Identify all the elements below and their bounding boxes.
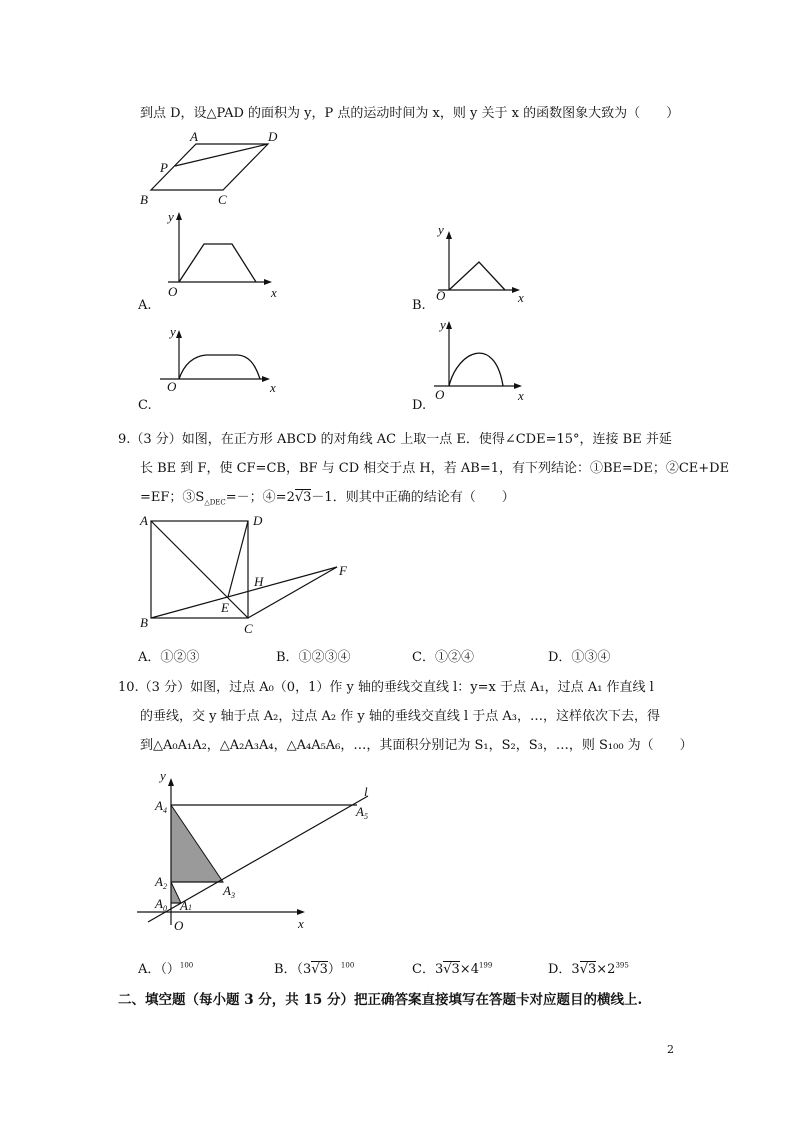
q10-option-d[interactable]: D．$3√3\times 2^{395}$ xyxy=(548,961,629,977)
q9-label-A: A xyxy=(140,513,148,528)
q8-stem: 到点 D，设△PAD 的面积为 y，P 点的运动时间为 x，则 y 关于 x 的函数图象大致为（ ） xyxy=(140,106,680,121)
q10-option-a[interactable]: A．（）$^{100}$ xyxy=(138,961,194,977)
section-2-heading: 二、填空题（每小题 3 分，共 15 分）把正确答案直接填写在答题卡对应题目的横线上. xyxy=(118,992,643,1008)
q9-label-B: B xyxy=(140,615,148,630)
q10-label-A1: A xyxy=(180,898,188,913)
q9-label-C: C xyxy=(244,621,253,636)
q8-gd-o: O xyxy=(435,387,445,402)
svg-text:A2: $A_2$ xyxy=(155,874,167,891)
q8-label-B: B xyxy=(140,192,148,207)
q10-label-A4: A xyxy=(155,798,163,813)
q9-option-a[interactable]: A．①②③ xyxy=(138,650,200,665)
q10-stem-line3: 到△A₀A₁A₂，△A₂A₃A₄，△A₄A₅A₆，…，其面积分别记为 S₁，S₂，S₃，…，则 S₁₀₀ 为（ ） xyxy=(140,738,693,753)
q8-gb-y: y xyxy=(438,222,444,237)
q10-label-A3: A xyxy=(223,883,231,898)
q8-ga-y: y xyxy=(168,209,174,224)
q10-label-A5: A xyxy=(356,804,364,819)
q8-gc-y: y xyxy=(170,324,176,339)
q8-gc-x: x xyxy=(270,380,276,395)
q8-ga-o: O xyxy=(168,284,178,299)
svg-text:A5: $A_5$ xyxy=(356,804,368,821)
q10-option-c[interactable]: C．$3√3\times 4^{199}$ xyxy=(412,961,493,977)
q10-stem-line2: 的垂线，交 y 轴于点 A₂，过点 A₂ 作 y 轴的垂线交直线 l 于点 A₃，…，这样依次下去，得 xyxy=(140,709,660,724)
svg-text:A1: A1 xyxy=(180,898,192,913)
q9-stem-line2: 长 BE 到 F，使 CF=CB，BF 与 CD 相交于点 H，若 AB=1，有下列结论：①BE=DE；②CE+DE xyxy=(140,461,730,476)
q10-stem-line1: 10.（3 分）如图，过点 A₀（0，1）作 y 轴的垂线交直线 l：y=x 于点 A₁，过点 A₁ 作直线 l xyxy=(118,680,654,695)
q9-label-H: H xyxy=(254,574,264,589)
q8-option-d[interactable]: D. xyxy=(412,398,427,413)
q9-label-E: E xyxy=(221,600,229,615)
q8-gd-y: y xyxy=(440,317,446,332)
q8-option-b[interactable]: B. xyxy=(412,298,426,313)
svg-text:A4: $A_4$ xyxy=(155,798,167,815)
q10-label-l: l xyxy=(364,784,368,799)
q8-option-c[interactable]: C. xyxy=(138,398,152,413)
q8-gd-x: x xyxy=(518,388,524,403)
q10-label-A0: A xyxy=(155,896,163,911)
q10-label-x: x xyxy=(298,916,304,931)
svg-text:A3: $A_3$ xyxy=(223,883,235,900)
q8-label-A: A xyxy=(190,129,198,144)
q8-label-D: D xyxy=(268,129,278,144)
q10-label-O: O xyxy=(174,918,184,933)
q9-stem-line3: =EF；$③S_{\triangle DEC}=-$；④=2√3－1．则其中正确的结论有（ ） xyxy=(140,490,515,507)
q8-gc-o: O xyxy=(167,379,177,394)
q8-label-C: C xyxy=(218,192,227,207)
q9-option-d[interactable]: D．①③④ xyxy=(548,650,611,665)
q9-label-F: F xyxy=(339,563,347,578)
page-number: 2 xyxy=(667,1043,674,1056)
q8-option-a[interactable]: A. xyxy=(138,298,152,313)
q8-ga-x: x xyxy=(271,285,277,300)
svg-text:A0: $A_0$ xyxy=(155,896,167,913)
q10-label-y: y xyxy=(160,768,166,783)
q9-option-c[interactable]: C．①②④ xyxy=(412,650,474,665)
q10-option-b[interactable]: B．$(3√3)^{100}$ xyxy=(274,961,355,977)
q9-label-D: D xyxy=(253,513,263,528)
q8-gb-o: O xyxy=(436,288,446,303)
q9-stem-line1: 9.（3 分）如图，在正方形 ABCD 的对角线 AC 上取一点 E．使得∠CDE=15°，连接 BE 并延 xyxy=(118,432,672,447)
q8-label-P: P xyxy=(160,160,168,175)
q9-option-b[interactable]: B．①②③④ xyxy=(276,650,351,665)
q8-gb-x: x xyxy=(518,290,524,305)
q10-label-A2: A xyxy=(155,874,163,889)
